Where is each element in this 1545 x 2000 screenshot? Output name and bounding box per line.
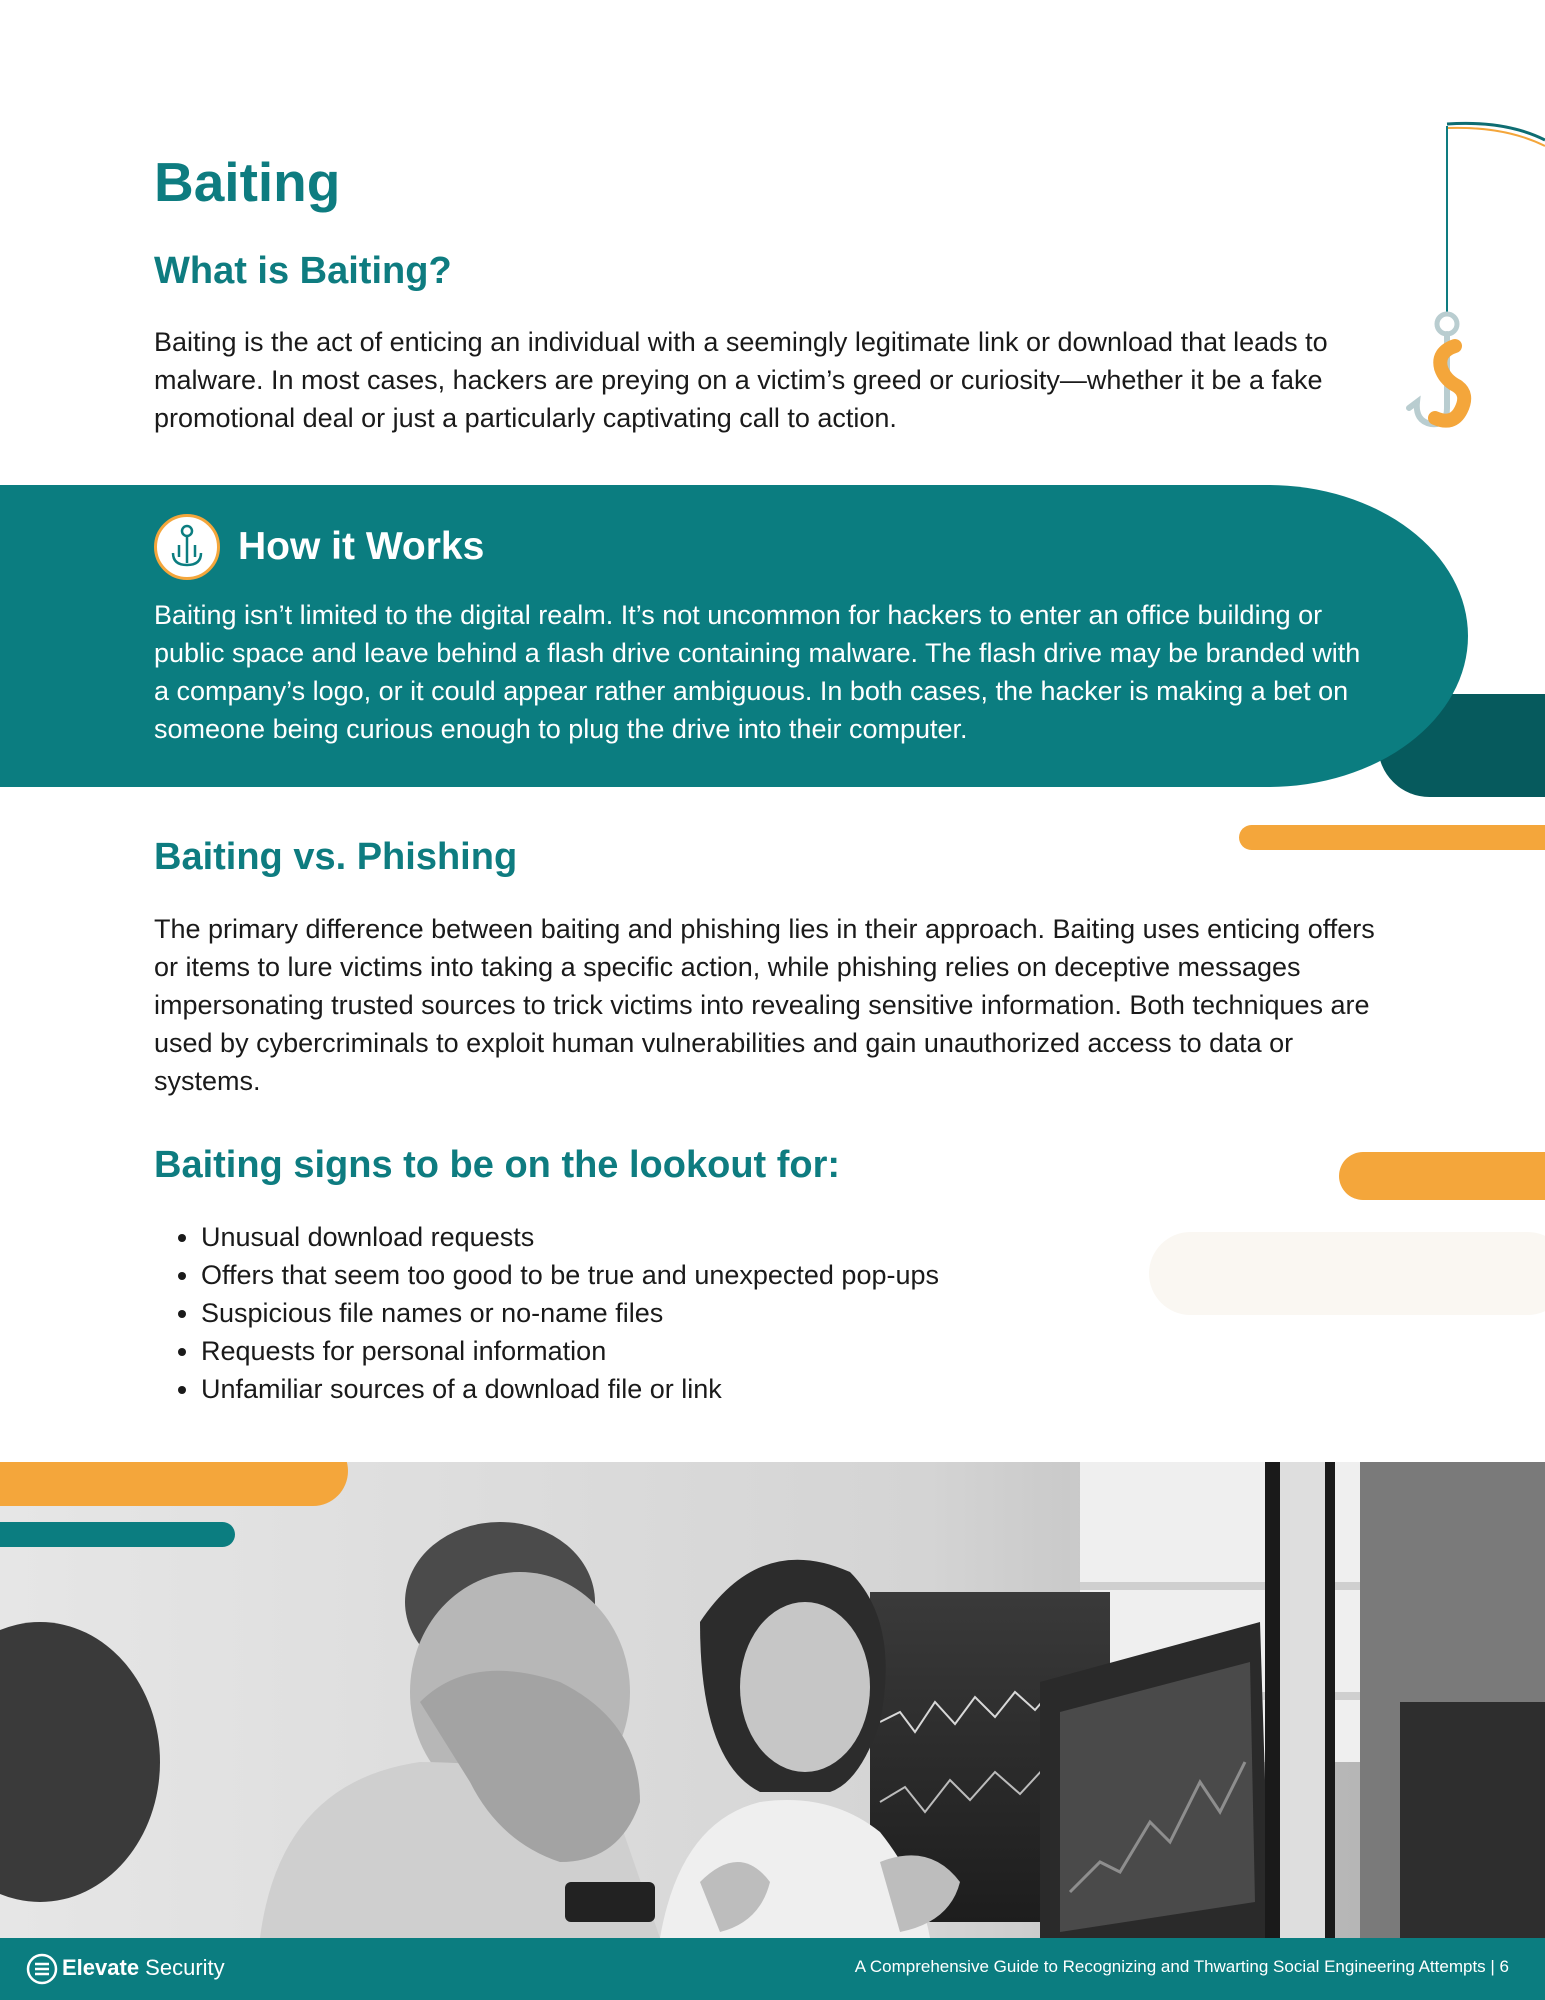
- how-text: Baiting isn’t limited to the digital realm. It’s not uncommon for hackers to enter an office building or public space and leave behind a flash drive containing malware. The flash drive may be branded with a company’s logo, or it could appear rather ambiguous. In both cases, the hacker is making a bet on someone being curious enough to plug the drive into their computer.: [154, 600, 1361, 744]
- anchor-icon: [154, 514, 220, 580]
- fishing-hook-illustration: [1395, 118, 1545, 438]
- what-text: Baiting is the act of enticing an individual with a seemingly legitimate link or download that leads to malware. In most cases, hackers are preying on a victim’s greed or curiosity—whether it be a fake promotional deal or just a particularly captivating call to action.: [154, 327, 1328, 433]
- brand-light: Security: [139, 1955, 225, 1980]
- elevate-logo-icon: [26, 1953, 58, 1985]
- decor-cream-pill: [1149, 1232, 1545, 1315]
- brand-bold: Elevate: [62, 1955, 140, 1980]
- footer: [0, 1938, 1545, 2000]
- list-item: • Offers that seem too good to be true and unexpected pop-ups: [201, 1256, 939, 1294]
- decor-orange-pill: [0, 1462, 348, 1506]
- signs-list: [154, 1218, 939, 1408]
- how-it-works-band: [0, 485, 1468, 787]
- list-item: • Suspicious file names or no-name files: [201, 1294, 939, 1332]
- brand-name: [62, 1955, 225, 1981]
- decor-orange-pill: [1339, 1152, 1545, 1200]
- list-item: • Unusual download requests: [201, 1218, 939, 1256]
- list-item: • Unfamiliar sources of a download file or link: [201, 1370, 939, 1408]
- vs-text: The primary difference between baiting and phishing lies in their approach. Baiting uses enticing offers or items to lure victims into taking a specific action, while phishing relies on deceptive messages impersonating trusted sources to trick victims into revealing sensitive information. Both techniques are used by cybercriminals to exploit human vulnerabilities and gain unauthorized access to data or systems.: [154, 914, 1375, 1096]
- what-heading: What is Baiting?: [154, 250, 452, 292]
- decor-teal-pill: [0, 1522, 235, 1547]
- vs-heading: Baiting vs. Phishing: [154, 836, 518, 878]
- footer-tagline: A Comprehensive Guide to Recognizing and Thwarting Social Engineering Attempts | 6: [854, 1957, 1509, 1976]
- how-heading: How it Works: [238, 525, 485, 568]
- page-title: Baiting: [154, 151, 341, 213]
- list-item: • Requests for personal information: [201, 1332, 939, 1370]
- office-photo: [0, 1462, 1545, 1938]
- decor-orange-pill: [1239, 825, 1545, 850]
- signs-heading: Baiting signs to be on the lookout for:: [154, 1144, 841, 1186]
